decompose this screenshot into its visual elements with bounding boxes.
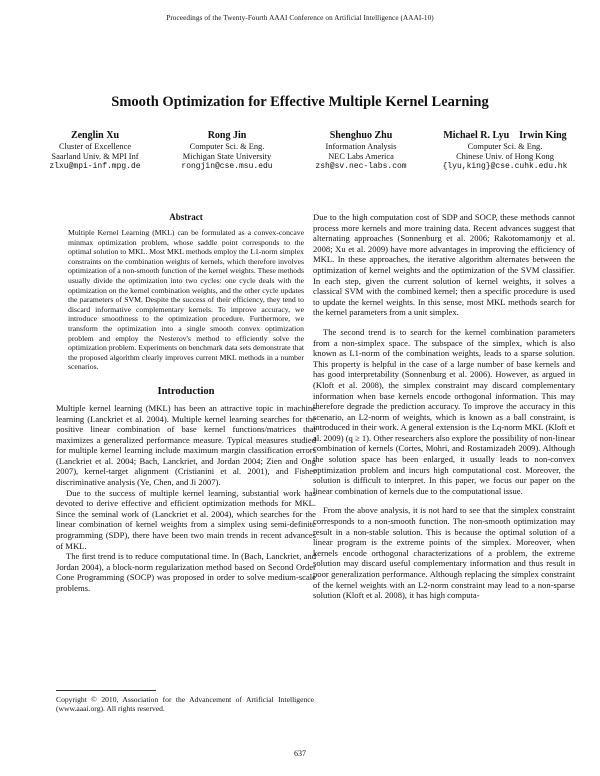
author-block <box>296 129 426 173</box>
author-affiliation: Computer Sci. & Eng. <box>189 142 265 151</box>
paper-title: Smooth Optimization for Effective Multiple Kernel Learning <box>111 94 489 110</box>
author-block <box>430 129 580 173</box>
author-name: Zenglin Xu <box>70 130 120 141</box>
body-paragraph: Due to the success of multiple kernel learning, substantial work has devoted to derive effective and efficient optimization methods for MKL. Since the seminal work of (Lanckriet et al. 2004), which searches for the linear combination of kernel weights from a simplex using semi-definite programming (SDP), there have been two main trends in recent advances of MKL. <box>56 487 316 551</box>
right-column <box>313 212 575 601</box>
author-block <box>162 129 292 173</box>
author-email: rongjin@cse.msu.edu <box>181 162 273 172</box>
author-affiliation: Computer Sci. & Eng. <box>467 142 543 151</box>
footnote-rule <box>56 690 156 691</box>
body-paragraph: Due to the high computation cost of SDP and SOCP, these methods cannot process more kernels and more training data. Recent advances suggest that alternating approaches (Sonnenburg et al. 2006; Rakotomamonjy et al. 2008; Xu et al. 2009) have more advantages in improving the efficiency of MKL. In these approaches, the iterative algorithm alternates between the optimization of kernel weights and the optimization of the SVM classifier. In each step, given the current solution of kernel weights, it solves a classical SVM with the combined kernel; then a specific procedure is used to update the kernel weights. In this sense, most MKL methods search for the kernel parameters from a unit simplex. <box>313 212 575 318</box>
author-name: Michael R. Lyu Irwin King <box>443 130 567 141</box>
left-column <box>56 212 316 594</box>
author-name: Rong Jin <box>207 130 247 141</box>
author-email: zlxu@mpi-inf.mpg.de <box>49 162 141 172</box>
author-email: {lyu,king}@cse.cuhk.edu.hk <box>442 162 568 172</box>
body-paragraph: From the above analysis, it is not hard to see that the simplex constraint corresponds to a non-smooth function. The non-smooth optimization may result in a non-stable solution. This is because the optimal solution of a linear program is the extreme points of the simplex. Moreover, when kernels encode orthogonal characterizations of a problem, the extreme solution may discard useful complementary information and thus result in poor generalization performance. Although replacing the simplex constraint of the kernel weights with an L2-norm constraint may lead to a non-sparse solution (Kloft et al. 2008), it has high computa- <box>313 505 575 601</box>
body-paragraph: The second trend is to search for the kernel combination parameters from a non-simplex space. The subspace of the simplex, which is also known as L1-norm of the combination weights, leads to a sparse solution. This property is helpful in the case of a large number of base kernels and has good interpretability (Sonnenburg et al. 2006). However, as argued in (Kloft et al. 2008), the simplex constraint may discard complementary information when base kernels encode orthogonal information. This may therefore degrade the prediction accuracy. To improve the accuracy in this scenario, an L2-norm of weights, which is known as a ball constraint, is introduced in their work. A general extension is the Lq-norm MKL (Kloft et al. 2009) (q ≥ 1). Other researchers also explore the possibility of non-linear combination of kernels (Cortes, Mohri, and Rostamizadeh 2009). Although the solution space has been enlarged, it usually leads to non-convex optimization problem and incurs high computational cost. Moreover, the solution is difficult to interpret. In this paper, we focus our paper on the linear combination of kernels due to the computational issue. <box>313 326 575 496</box>
running-head: Proceedings of the Twenty-Fourth AAAI Conference on Artificial Intelligence (AAAI-10) <box>166 14 434 22</box>
author-block <box>30 129 160 173</box>
author-affiliation: Information Analysis <box>325 142 397 151</box>
body-paragraph: Multiple kernel learning (MKL) has been an attractive topic in machine learning (Lanckriet et al. 2004). Multiple kernel learning searches for the positive linear combination of base kernel functions/matrices that maximizes a generalized performance measure. Typical measures studied for multiple kernel learning include maximum margin classification errors (Lanckriet et al. 2004; Bach, Lanckriet, and Jordan 2004; Zien and Ong 2007), kernel-target alignment (Cristianini et al. 2001), and Fisher discriminative analysis (Ye, Chen, and Ji 2007). <box>56 402 316 488</box>
author-name: Shenghuo Zhu <box>329 130 393 141</box>
author-affiliation: NEC Labs America <box>328 152 394 162</box>
section-heading-introduction: Introduction <box>157 385 215 397</box>
author-affiliation: Michigan State University <box>182 152 272 162</box>
copyright-footnote: Copyright © 2010, Association for the Advancement of Artificial Intelligence (www.aaai.org). All rights reserved. <box>56 695 314 714</box>
page-number: 637 <box>294 749 306 758</box>
abstract-text: Multiple Kernel Learning (MKL) can be formulated as a convex-concave minmax optimization problem, whose saddle point corresponds to the optimal solution to MKL. Most MKL methods employ the L1-norm simplex constraints on the combination weights of kernels, which therefore involves optimization of a non-smooth function of the kernel weights. These methods usually divide the optimization into two cycles: one cycle deals with the optimization on the kernel combination weights, and the other cycle updates the parameters of SVM. Despite the success of their efficiency, they tend to discard informative complementary kernels. To improve accuracy, we introduce smoothness to the optimization procedure. Furthermore, we transform the optimization into a single smooth convex optimization problem and employ the Nesterov's method to efficiently solve the optimization problem. Experiments on benchmark data sets demonstrate that the proposed algorithm clearly improves current MKL methods in a number scenarios. <box>68 228 304 372</box>
author-affiliation: Chinese Univ. of Hong Kong <box>456 152 554 162</box>
author-affiliation: Cluster of Excellence <box>58 142 132 151</box>
author-email: zsh@sv.nec-labs.com <box>315 162 407 172</box>
body-paragraph: The first trend is to reduce computational time. In (Bach, Lanckriet, and Jordan 2004), a block-norm regularization method based on Second Order Cone Programming (SOCP) was proposed in order to solve medium-scale problems. <box>56 551 316 593</box>
abstract-heading: Abstract <box>169 212 203 222</box>
author-affiliation: Saarland Univ. & MPI Inf <box>51 152 139 162</box>
